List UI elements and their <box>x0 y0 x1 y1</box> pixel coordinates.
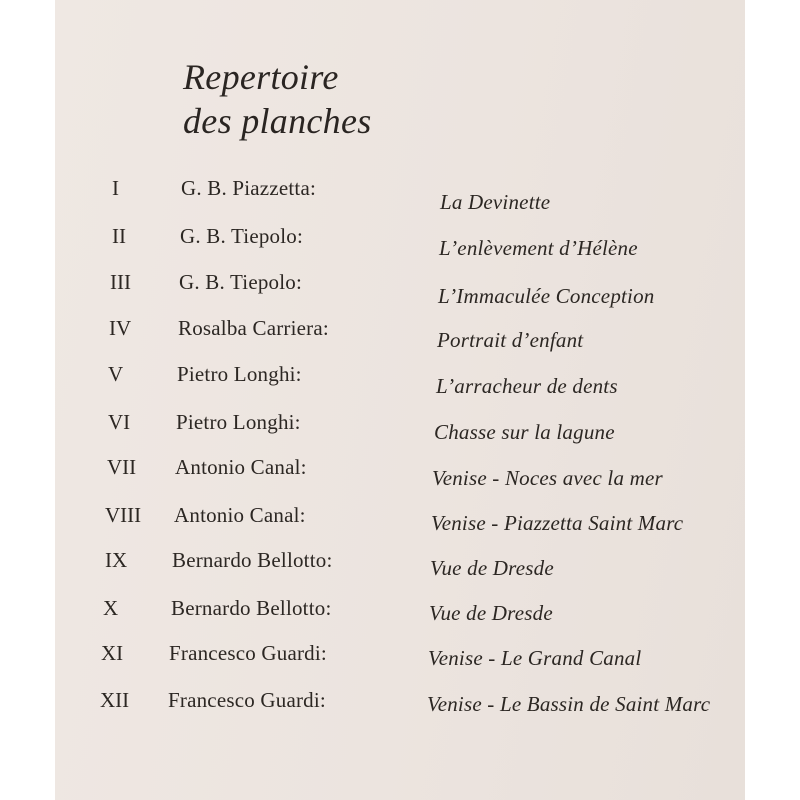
plate-artist: Francesco Guardi: <box>168 688 326 712</box>
plate-work-title: La Devinette <box>440 190 551 214</box>
plate-work-title: Venise - Le Bassin de Saint Marc <box>427 692 711 716</box>
plate-work-title: Portrait d’enfant <box>437 328 584 352</box>
plate-row <box>0 548 800 578</box>
page-title-line-2: des planches <box>183 101 372 141</box>
plate-row <box>0 455 800 490</box>
plate-artist: Pietro Longhi: <box>176 410 301 434</box>
plate-artist: Pietro Longhi: <box>177 362 302 386</box>
plate-artist: Antonio Canal: <box>175 455 307 479</box>
plate-row <box>0 224 800 260</box>
plate-row <box>0 688 800 718</box>
plate-row <box>0 503 800 533</box>
plate-numeral: X <box>103 596 119 620</box>
plate-work-title: Chasse sur la lagune <box>434 420 615 444</box>
plate-artist: Francesco Guardi: <box>169 641 327 665</box>
plate-artist: Bernardo Bellotto: <box>172 548 333 572</box>
plate-row <box>0 316 800 352</box>
plate-artist: Antonio Canal: <box>174 503 306 527</box>
plate-artist: Rosalba Carriera: <box>178 316 329 340</box>
plate-numeral: V <box>108 362 124 386</box>
plate-numeral: XI <box>101 641 124 665</box>
plate-numeral: I <box>112 176 119 200</box>
plate-work-title: Venise - Noces avec la mer <box>432 466 663 490</box>
plate-work-title: Vue de Dresde <box>429 601 553 625</box>
plate-row <box>0 410 800 444</box>
plate-numeral: II <box>112 224 126 248</box>
plate-row <box>0 596 800 626</box>
plate-numeral: XII <box>100 688 130 712</box>
plate-row <box>0 176 800 214</box>
plate-work-title: Vue de Dresde <box>430 556 554 580</box>
plate-work-title: L’Immaculée Conception <box>438 284 655 308</box>
plate-numeral: IV <box>109 316 132 340</box>
plate-numeral: VI <box>108 410 131 434</box>
plate-row <box>0 270 800 308</box>
plate-work-title: L’arracheur de dents <box>436 374 618 398</box>
plate-numeral: VIII <box>105 503 142 527</box>
plate-artist: G. B. Piazzetta: <box>181 176 316 200</box>
page-title-line-1: Repertoire <box>183 57 339 97</box>
plate-row <box>0 362 800 398</box>
plate-work-title: Venise - Le Grand Canal <box>428 646 642 670</box>
plate-numeral: IX <box>105 548 128 572</box>
plate-row <box>0 641 800 671</box>
plate-numeral: III <box>110 270 131 294</box>
plate-artist: G. B. Tiepolo: <box>180 224 304 248</box>
plate-numeral: VII <box>107 455 137 479</box>
plate-work-title: L’enlèvement d’Hélène <box>439 236 638 260</box>
plate-artist: G. B. Tiepolo: <box>179 270 303 294</box>
plate-work-title: Venise - Piazzetta Saint Marc <box>431 511 684 535</box>
plate-artist: Bernardo Bellotto: <box>171 596 332 620</box>
